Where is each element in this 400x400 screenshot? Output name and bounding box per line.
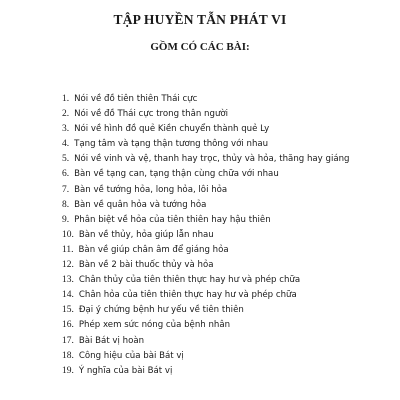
- toc-item-number: 1.: [62, 94, 70, 104]
- toc-item-10: [62, 228, 392, 243]
- toc-item-4: [62, 137, 392, 152]
- toc-item-number: 18.: [62, 350, 74, 361]
- toc-item-13: [62, 273, 392, 288]
- toc-item-label: Đại ý chứng bệnh hư yếu về tiên thiên: [78, 305, 244, 316]
- toc-item-15: [62, 303, 392, 318]
- toc-item-label: Bàn về 2 bài thuốc thủy và hỏa: [78, 260, 214, 271]
- toc-item-label: Bàn về tướng hỏa, long hỏa, lôi hỏa: [74, 184, 228, 195]
- toc-item-5: [62, 152, 392, 167]
- toc-item-number: 19.: [62, 365, 74, 376]
- toc-item-12: [62, 258, 392, 273]
- toc-item-17: [62, 334, 392, 349]
- toc-item-label: Ý nghĩa của bài Bát vị: [78, 365, 173, 376]
- toc-item-number: 7.: [62, 184, 70, 195]
- toc-item-number: 17.: [62, 335, 74, 346]
- toc-item-number: 12.: [62, 260, 74, 271]
- toc-item-label: Nói về đồ tiên thiên Thái cực: [74, 94, 198, 104]
- toc-item-number: 5.: [62, 154, 70, 165]
- toc-item-label: Bàn về tạng can, tạng thận cùng chữa với nhau: [74, 169, 279, 180]
- table-of-contents: [62, 92, 392, 379]
- toc-item-number: 2.: [62, 109, 70, 120]
- toc-item-label: Chân thủy của tiên thiên thực hay hư và phép chữa: [78, 275, 301, 286]
- toc-item-label: Bàn về thủy, hỏa giúp lẫn nhau: [78, 229, 214, 240]
- toc-item-label: Phân biệt về hỏa của tiên thiên hay hậu thiên: [74, 214, 271, 225]
- toc-item-number: 15.: [62, 305, 74, 316]
- toc-item-number: 10.: [62, 229, 74, 240]
- document-title: TẬP HUYỀN TẪN PHÁT VI: [113, 12, 287, 27]
- toc-item-number: 6.: [62, 169, 70, 180]
- toc-item-number: 3.: [62, 124, 70, 135]
- toc-item-7: [62, 183, 392, 198]
- toc-item-label: Nói về vinh và vệ, thanh hay trọc, thủy và hỏa, thăng hay giáng: [74, 154, 350, 165]
- toc-item-number: 16.: [62, 320, 74, 331]
- toc-item-8: [62, 198, 392, 213]
- toc-item-2: [62, 107, 392, 122]
- toc-item-1: [62, 92, 392, 107]
- toc-item-16: [62, 318, 392, 333]
- toc-item-number: 4.: [62, 139, 70, 150]
- toc-item-label: Nói về hình đồ quẻ Kiền chuyển thành quẻ Ly: [74, 124, 270, 135]
- toc-item-number: 8.: [62, 199, 70, 210]
- toc-item-label: Phép xem sức nóng của bệnh nhân: [78, 320, 231, 331]
- toc-item-9: [62, 213, 392, 228]
- toc-item-18: [62, 349, 392, 364]
- toc-item-number: 13.: [62, 275, 74, 286]
- toc-item-label: Công hiệu của bài Bát vị: [78, 350, 184, 361]
- toc-item-number: 14.: [62, 290, 74, 301]
- toc-item-6: [62, 167, 392, 182]
- toc-item-label: Bàn về quân hỏa và tướng hỏa: [74, 199, 207, 210]
- toc-item-number: 9.: [62, 214, 70, 225]
- toc-item-3: [62, 122, 392, 137]
- toc-item-14: [62, 288, 392, 303]
- toc-item-label: Bài Bát vị hoàn: [78, 335, 145, 346]
- toc-item-label: Tạng tâm và tạng thận tương thông với nhau: [74, 139, 269, 150]
- toc-item-label: Bàn về giúp chân âm để giáng hỏa: [78, 244, 229, 255]
- toc-item-19: [62, 364, 392, 379]
- toc-item-label: Nói về đồ Thái cực trong thân người: [74, 109, 229, 120]
- toc-item-number: 11.: [62, 244, 74, 255]
- toc-item-11: [62, 243, 392, 258]
- document-subtitle: GỒM CÓ CÁC BÀI:: [150, 41, 250, 53]
- toc-item-label: Chân hỏa của tiên thiên thực hay hư và phép chữa: [78, 290, 297, 301]
